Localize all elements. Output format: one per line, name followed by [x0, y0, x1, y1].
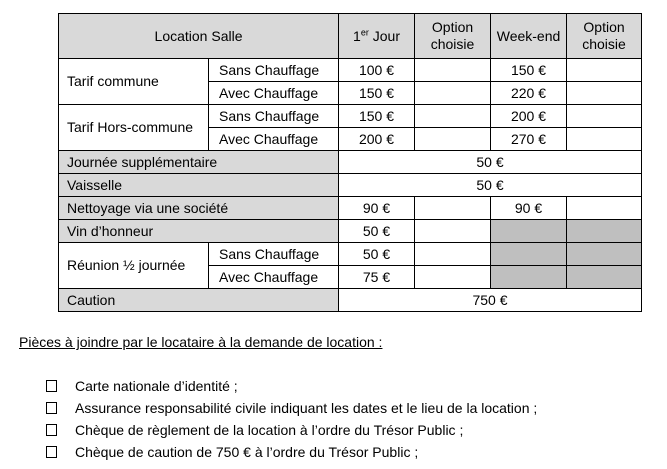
price-cell: 150 € [339, 82, 415, 105]
price-cell: 50 € [339, 151, 642, 174]
list-item [46, 375, 537, 397]
price-cell: 90 € [491, 197, 567, 220]
row-label-nettoyage: Nettoyage via une société [59, 197, 339, 220]
option-cell[interactable] [567, 105, 642, 128]
list-item [46, 441, 537, 463]
list-item-label: Chèque de règlement de la location à l’ordre du Trésor Public ; [75, 422, 464, 438]
table-row [59, 220, 642, 243]
checkbox-icon[interactable] [46, 380, 57, 392]
price-cell: 50 € [339, 220, 415, 243]
option-cell[interactable] [415, 82, 491, 105]
price-cell: 50 € [339, 243, 415, 266]
checkbox-icon[interactable] [46, 446, 57, 458]
list-item-label: Assurance responsabilité civile indiquant les dates et le lieu de la location ; [75, 400, 538, 416]
header-premier-jour: 1er Jour [339, 14, 415, 59]
header-week-end: Week-end [491, 14, 567, 59]
option-cell[interactable] [415, 243, 491, 266]
list-item-label: Chèque de caution de 750 € à l’ordre du Trésor Public ; [75, 444, 419, 460]
price-cell: 200 € [491, 105, 567, 128]
disabled-cell [567, 220, 642, 243]
table-row [59, 289, 642, 312]
list-item-label: Carte nationale d’identité ; [75, 378, 238, 394]
row-label-tarif-commune: Tarif commune [59, 59, 209, 105]
tarifs-table [58, 13, 642, 312]
row-label-vin-honneur: Vin d’honneur [59, 220, 339, 243]
disabled-cell [567, 243, 642, 266]
price-cell: 50 € [339, 174, 642, 197]
option-cell[interactable] [415, 128, 491, 151]
option-cell[interactable] [567, 82, 642, 105]
row-label-vaisselle: Vaisselle [59, 174, 339, 197]
chauffage-label: Avec Chauffage [209, 128, 339, 151]
header-option-choisie: Option choisie [415, 14, 491, 59]
price-cell: 750 € [339, 289, 642, 312]
table-row [59, 243, 642, 266]
list-item [46, 397, 537, 419]
pieces-title: Pièces à joindre par le locataire à la demande de location : [19, 334, 383, 350]
pieces-list [46, 375, 537, 463]
price-cell: 100 € [339, 59, 415, 82]
disabled-cell [491, 220, 567, 243]
chauffage-label: Sans Chauffage [209, 105, 339, 128]
option-cell[interactable] [567, 59, 642, 82]
price-cell: 150 € [339, 105, 415, 128]
price-cell: 270 € [491, 128, 567, 151]
table-row [59, 59, 642, 82]
option-cell[interactable] [567, 128, 642, 151]
price-cell: 150 € [491, 59, 567, 82]
price-cell: 90 € [339, 197, 415, 220]
table-row [59, 174, 642, 197]
checkbox-icon[interactable] [46, 424, 57, 436]
list-item [46, 419, 537, 441]
row-label-tarif-hors-commune: Tarif Hors-commune [59, 105, 209, 151]
table-header-row [59, 14, 642, 59]
header-option-choisie: Option choisie [567, 14, 642, 59]
header-location-salle: Location Salle [59, 14, 339, 59]
disabled-cell [491, 266, 567, 289]
checkbox-icon[interactable] [46, 402, 57, 414]
chauffage-label: Avec Chauffage [209, 82, 339, 105]
price-cell: 200 € [339, 128, 415, 151]
option-cell[interactable] [567, 197, 642, 220]
row-label-journee-supplementaire: Journée supplémentaire [59, 151, 339, 174]
table-row [59, 197, 642, 220]
price-cell: 220 € [491, 82, 567, 105]
option-cell[interactable] [415, 266, 491, 289]
option-cell[interactable] [415, 105, 491, 128]
chauffage-label: Sans Chauffage [209, 243, 339, 266]
option-cell[interactable] [415, 220, 491, 243]
chauffage-label: Sans Chauffage [209, 59, 339, 82]
disabled-cell [567, 266, 642, 289]
price-cell: 75 € [339, 266, 415, 289]
option-cell[interactable] [415, 59, 491, 82]
row-label-reunion: Réunion ½ journée [59, 243, 209, 289]
disabled-cell [491, 243, 567, 266]
table-row [59, 105, 642, 128]
row-label-caution: Caution [59, 289, 339, 312]
table-row [59, 151, 642, 174]
option-cell[interactable] [415, 197, 491, 220]
chauffage-label: Avec Chauffage [209, 266, 339, 289]
